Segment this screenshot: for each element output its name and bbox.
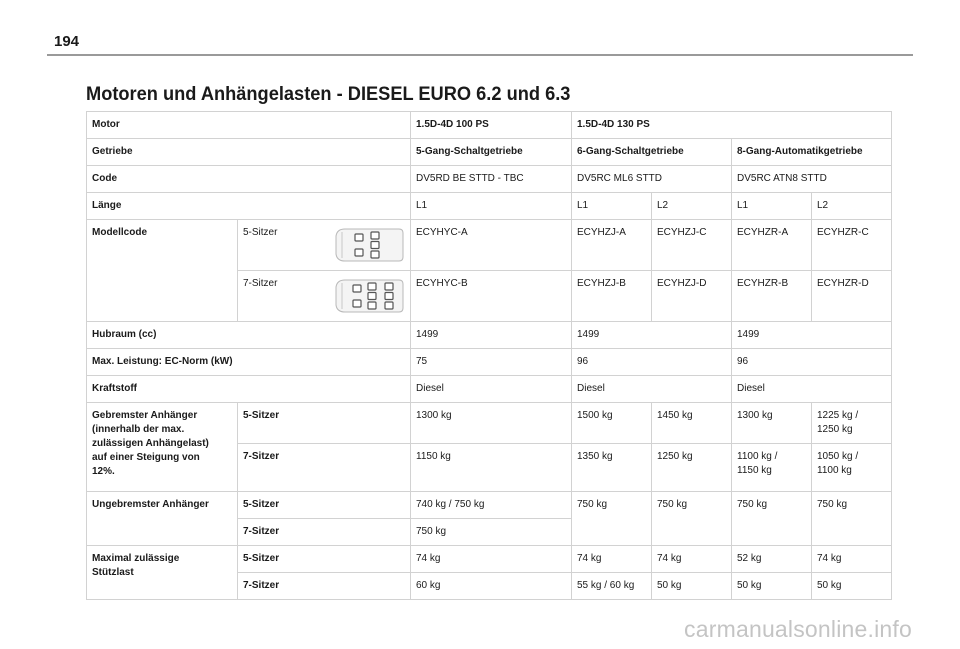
row-label-laenge: Länge [87, 193, 411, 220]
displacement-value: 1499 [732, 322, 892, 349]
braked-trailer-value: 1500 kg [572, 403, 652, 444]
table-row [87, 193, 892, 220]
table-row [87, 546, 892, 573]
value-line: 1150 kg [737, 465, 772, 476]
value-line: 1050 kg / [817, 451, 859, 462]
row-label-stuetzlast [87, 546, 238, 600]
label-line: zulässigen Anhängelast) [92, 438, 209, 449]
braked-trailer-value [812, 444, 892, 492]
label-line: 12%. [92, 466, 115, 477]
braked-trailer-value: 1250 kg [652, 444, 732, 492]
row-label-gebremst [87, 403, 238, 492]
page-number: 194 [54, 33, 80, 50]
table-row [87, 166, 892, 193]
unbraked-trailer-value: 750 kg [732, 492, 812, 546]
watermark: carmanualsonline.info [684, 616, 912, 642]
label-line: Maximal zulässige [92, 553, 180, 564]
braked-trailer-value [732, 444, 812, 492]
row-label-modellcode: Modellcode [87, 220, 238, 322]
page-title: Motoren und Anhängelasten - DIESEL EURO 6.2 und 6.3 [86, 84, 571, 105]
seat-label-5: 5-Sitzer [243, 227, 278, 238]
seat-label-5: 5-Sitzer [238, 546, 411, 573]
tongue-load-value: 74 kg [652, 546, 732, 573]
model-code: ECYHZJ-B [572, 271, 652, 322]
braked-trailer-value: 1450 kg [652, 403, 732, 444]
length-value: L1 [732, 193, 812, 220]
table-row [87, 112, 892, 139]
fuel-value: Diesel [732, 376, 892, 403]
label-line: Gebremster Anhänger [92, 410, 198, 421]
length-value: L1 [572, 193, 652, 220]
tongue-load-value: 60 kg [411, 573, 572, 600]
model-code: ECYHZJ-D [652, 271, 732, 322]
unbraked-trailer-value: 750 kg [411, 519, 572, 546]
unbraked-trailer-value: 750 kg [572, 492, 652, 546]
row-label-kraftstoff: Kraftstoff [87, 376, 411, 403]
label-line: auf einer Steigung von [92, 452, 200, 463]
seat-label-5: 5-Sitzer [238, 492, 411, 519]
fuel-value: Diesel [411, 376, 572, 403]
model-code: ECYHYC-A [411, 220, 572, 271]
code-value: DV5RC ATN8 STTD [732, 166, 892, 193]
model-code: ECYHZJ-C [652, 220, 732, 271]
engine-100ps: 1.5D-4D 100 PS [411, 112, 572, 139]
model-code: ECYHZR-A [732, 220, 812, 271]
model-code: ECYHYC-B [411, 271, 572, 322]
table-row [87, 376, 892, 403]
seat-cell-5 [238, 220, 411, 271]
length-value: L1 [411, 193, 572, 220]
van-5-seat-icon [333, 226, 405, 264]
tongue-load-value: 52 kg [732, 546, 812, 573]
braked-trailer-value: 1150 kg [411, 444, 572, 492]
braked-trailer-value: 1350 kg [572, 444, 652, 492]
table-row [87, 220, 892, 271]
gearbox-8-auto: 8-Gang-Automatikgetriebe [732, 139, 892, 166]
length-value: L2 [652, 193, 732, 220]
length-value: L2 [812, 193, 892, 220]
unbraked-trailer-value: 750 kg [652, 492, 732, 546]
row-label-getriebe: Getriebe [87, 139, 411, 166]
power-value: 75 [411, 349, 572, 376]
row-label-leistung: Max. Leistung: EC-Norm (kW) [87, 349, 411, 376]
van-7-seat-icon [333, 277, 405, 315]
code-value: DV5RD BE STTD - TBC [411, 166, 572, 193]
seat-cell-7 [238, 271, 411, 322]
label-line: Stützlast [92, 567, 134, 578]
seat-label-5: 5-Sitzer [238, 403, 411, 444]
label-line: (innerhalb der max. [92, 424, 185, 435]
model-code: ECYHZR-C [812, 220, 892, 271]
code-value: DV5RC ML6 STTD [572, 166, 732, 193]
tongue-load-value: 50 kg [812, 573, 892, 600]
value-line: 1100 kg [817, 465, 852, 476]
row-label-ungebremst: Ungebremster Anhänger [87, 492, 238, 546]
table-row [87, 322, 892, 349]
tongue-load-value: 55 kg / 60 kg [572, 573, 652, 600]
top-rule [47, 54, 913, 56]
table-row [87, 139, 892, 166]
braked-trailer-value: 1300 kg [411, 403, 572, 444]
tongue-load-value: 74 kg [572, 546, 652, 573]
row-label-code: Code [87, 166, 411, 193]
model-code: ECYHZJ-A [572, 220, 652, 271]
gearbox-5: 5-Gang-Schaltgetriebe [411, 139, 572, 166]
value-line: 1225 kg / [817, 410, 859, 421]
table-row [87, 492, 892, 519]
model-code: ECYHZR-B [732, 271, 812, 322]
gearbox-6: 6-Gang-Schaltgetriebe [572, 139, 732, 166]
braked-trailer-value: 1300 kg [732, 403, 812, 444]
fuel-value: Diesel [572, 376, 732, 403]
tongue-load-value: 50 kg [732, 573, 812, 600]
tongue-load-value: 74 kg [812, 546, 892, 573]
seat-label-7: 7-Sitzer [243, 278, 278, 289]
row-label-hubraum: Hubraum (cc) [87, 322, 411, 349]
row-label-motor: Motor [87, 112, 411, 139]
unbraked-trailer-value: 750 kg [812, 492, 892, 546]
engine-spec-table [86, 111, 892, 600]
seat-label-7: 7-Sitzer [238, 444, 411, 492]
model-code: ECYHZR-D [812, 271, 892, 322]
tongue-load-value: 50 kg [652, 573, 732, 600]
value-line: 1250 kg [817, 424, 853, 435]
seat-label-7: 7-Sitzer [238, 519, 411, 546]
unbraked-trailer-value: 740 kg / 750 kg [411, 492, 572, 519]
table-row [87, 349, 892, 376]
engine-130ps: 1.5D-4D 130 PS [572, 112, 892, 139]
tongue-load-value: 74 kg [411, 546, 572, 573]
power-value: 96 [572, 349, 732, 376]
value-line: 1100 kg / [737, 451, 778, 462]
seat-label-7: 7-Sitzer [238, 573, 411, 600]
braked-trailer-value [812, 403, 892, 444]
displacement-value: 1499 [411, 322, 572, 349]
power-value: 96 [732, 349, 892, 376]
table-row [87, 403, 892, 444]
displacement-value: 1499 [572, 322, 732, 349]
